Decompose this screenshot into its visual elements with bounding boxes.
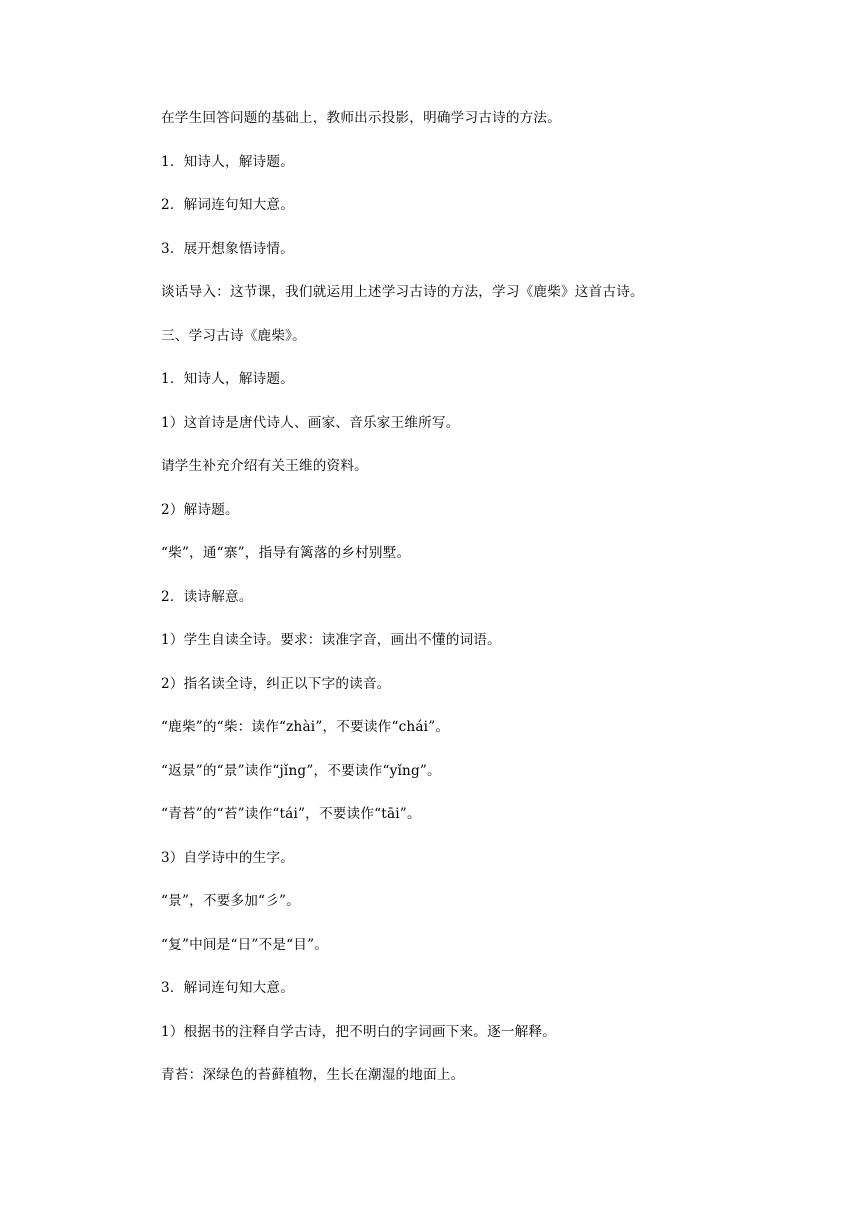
paragraph-7: 1．知诗人，解诗题。 [161,371,294,387]
paragraph-9: 请学生补充介绍有关王维的资料。 [161,458,368,474]
paragraph-14: 2）指名读全诗，纠正以下字的读音。 [161,675,391,692]
paragraph-12: 2．读诗解意。 [161,588,253,605]
paragraph-18: 3）自学诗中的生字。 [161,849,294,866]
paragraph-13: 1）学生自读全诗。要求：读准字音，画出不懂的词语。 [161,632,501,648]
paragraph-10: 2）解诗题。 [161,501,239,518]
paragraph-1: 在学生回答问题的基础上，教师出示投影，明确学习古诗的方法。 [161,110,562,126]
paragraph-15: “鹿柴”的“柴：读作“zhài”，不要读作“chái”。 [161,719,450,735]
paragraph-5: 谈话导入：这节课，我们就运用上述学习古诗的方法，学习《鹿柴》这首古诗。 [161,284,644,300]
paragraph-11: “柴”，通“寨”，指导有篱落的乡村别墅。 [161,545,411,561]
paragraph-16: “返景”的“景”读作“jǐng”，不要读作“yǐng”。 [161,762,441,779]
document-body [161,108,721,1109]
paragraph-20: “复”中间是“日”不是“目”。 [161,936,329,953]
paragraph-3: 2．解词连句知大意。 [161,197,294,213]
paragraph-22: 1）根据书的注释自学古诗，把不明白的字词画下来。逐一解释。 [161,1023,557,1040]
section-heading: 三、学习古诗《鹿柴》。 [161,327,306,344]
paragraph-23: 青苔：深绿色的苔藓植物，生长在潮湿的地面上。 [161,1067,465,1083]
paragraph-21: 3．解词连句知大意。 [161,980,294,996]
paragraph-4: 3．展开想象悟诗情。 [161,240,294,257]
paragraph-17: “青苔”的“苔”读作“tái”，不要读作“tāi”。 [161,806,421,822]
paragraph-2: 1．知诗人，解诗题。 [161,153,294,170]
paragraph-8: 1）这首诗是唐代诗人、画家、音乐家王维所写。 [161,414,460,431]
paragraph-19: “景”，不要多加“彡”。 [161,893,300,909]
